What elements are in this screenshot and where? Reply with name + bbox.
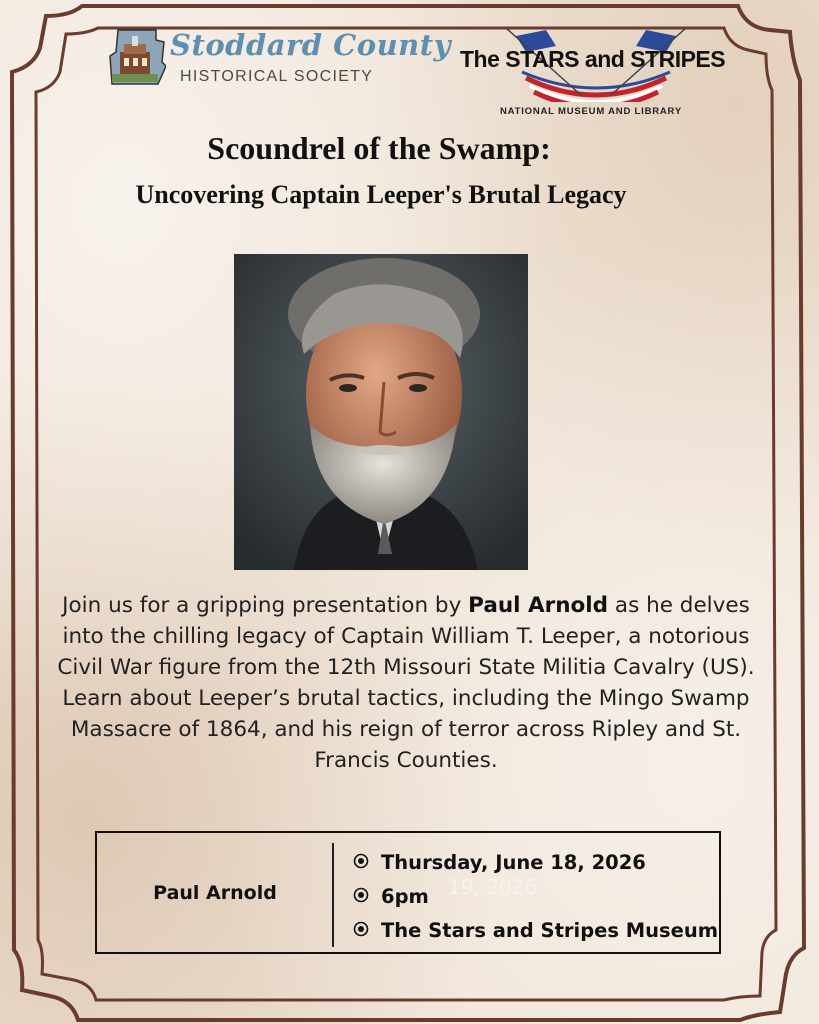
event-title: Scoundrel of the Swamp:: [207, 130, 551, 166]
list-item-date: [353, 845, 718, 879]
right-logo-title: The STARS and STRIPES: [460, 46, 726, 72]
event-location: The Stars and Stripes Museum: [381, 918, 719, 942]
radio-bullet-icon: [353, 919, 381, 942]
description-intro: Join us for a gripping presentation by: [62, 593, 469, 618]
event-details-list: [353, 845, 718, 947]
stoddard-county-logo: [108, 26, 452, 92]
county-map-icon: [108, 26, 166, 88]
event-time: 6pm: [381, 884, 429, 908]
speaker-name: Paul Arnold: [153, 881, 277, 904]
radio-bullet-icon: [353, 885, 381, 908]
event-description: [56, 590, 756, 776]
event-date: Thursday, June 18, 2026: [381, 850, 646, 874]
right-logo-subtitle: NATIONAL MUSEUM AND LIBRARY: [499, 106, 683, 117]
list-item-location: [353, 913, 718, 947]
event-details-box: [95, 831, 721, 954]
radio-bullet-icon: [353, 851, 381, 874]
left-logo-title: Stoddard County: [170, 28, 452, 62]
description-body: as he delves into the chilling legacy of Captain William T. Leeper, a notorious Civil War figure from the 12th Missouri State Militia Cavalry (US). Learn about Leeper’s brutal tactics, including the Mingo Swamp Massacre of 1864, and his reign of terror across Ripley and St. Francis Counties.: [57, 593, 755, 773]
stars-and-stripes-logo: [460, 28, 726, 124]
event-subtitle: Uncovering Captain Leeper's Brutal Legacy: [135, 180, 627, 209]
left-logo-subtitle: HISTORICAL SOCIETY: [180, 68, 374, 85]
portrait-image: [234, 254, 528, 570]
list-item-time: [353, 879, 718, 913]
faded-date-text: 19, 2026: [448, 875, 538, 899]
details-divider: [332, 843, 334, 947]
speaker-name-inline: Paul Arnold: [468, 593, 609, 618]
